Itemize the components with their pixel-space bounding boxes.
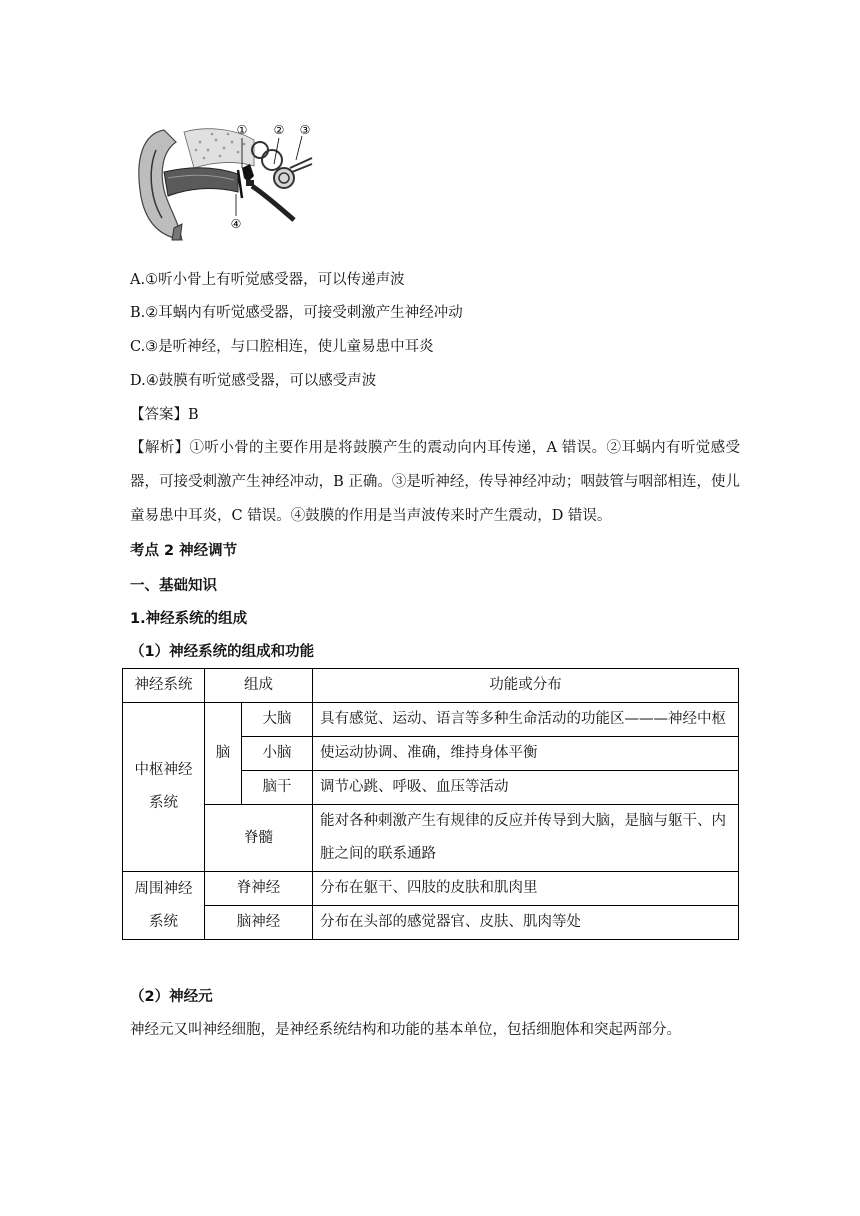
spinal-nerve-function-cell: 分布在躯干、四肢的皮肤和肌肉里 xyxy=(313,872,739,906)
analysis-paragraph: 【解析】①听小骨的主要作用是将鼓膜产生的震动向内耳传递，A 错误。②耳蜗内有听觉感受器，可接受刺激产生神经冲动，B 正确。③是听神经，传导神经冲动；咽鼓管与咽部相连，使儿童易患中耳炎，C 错误。④鼓膜的作用是当声波传来时产生震动，D 错误。 xyxy=(130,440,740,524)
central-nervous-system-cell: 中枢神经系统 xyxy=(123,703,205,872)
cerebrum-cell: 大脑 xyxy=(242,703,313,737)
table-caption: （1）神经系统的组成和功能 xyxy=(130,644,315,660)
spinal-cord-cell: 脊髓 xyxy=(205,805,313,872)
answer: 【答案】B xyxy=(130,407,199,423)
cerebellum-function-cell: 使运动协调、准确，维持身体平衡 xyxy=(313,737,739,771)
section-heading: 考点 2 神经调节 xyxy=(130,543,238,559)
neuron-heading: （2）神经元 xyxy=(130,989,213,1005)
peripheral-nervous-system-cell: 周围神经系统 xyxy=(123,872,205,940)
spinal-cord-function-cell: 能对各种刺激产生有规律的反应并传导到大脑，是脑与躯干、内脏之间的联系通路 xyxy=(313,805,739,872)
option-d: D.④鼓膜有听觉感受器，可以感受声波 xyxy=(130,373,377,389)
neuron-paragraph: 神经元又叫神经细胞，是神经系统结构和功能的基本单位，包括细胞体和突起两部分。 xyxy=(130,1022,681,1038)
option-b: B.②耳蜗内有听觉感受器，可接受刺激产生神经冲动 xyxy=(130,305,463,321)
table-row xyxy=(123,805,739,872)
brainstem-function-cell: 调节心跳、呼吸、血压等活动 xyxy=(313,771,739,805)
spinal-nerve-cell: 脊神经 xyxy=(205,872,313,906)
label-4: ④ xyxy=(230,217,242,231)
subsection-heading: 1.神经系统的组成 xyxy=(130,611,248,627)
cranial-nerve-function-cell: 分布在头部的感觉器官、皮肤、肌肉等处 xyxy=(313,906,739,940)
ear-structure-figure xyxy=(134,120,314,242)
cranial-nerve-cell: 脑神经 xyxy=(205,906,313,940)
nervous-system-table xyxy=(122,668,739,940)
header-function: 功能或分布 xyxy=(313,669,739,703)
option-a: A.①听小骨上有听觉感受器，可以传递声波 xyxy=(130,272,405,288)
header-system: 神经系统 xyxy=(123,669,205,703)
label-2: ② xyxy=(273,123,285,137)
label-1: ① xyxy=(236,123,248,137)
brain-cell: 脑 xyxy=(205,703,242,805)
table-row xyxy=(123,872,739,906)
table-row xyxy=(123,703,739,737)
brainstem-cell: 脑干 xyxy=(242,771,313,805)
option-c: C.③是听神经，与口腔相连，使儿童易患中耳炎 xyxy=(130,339,434,355)
table-row xyxy=(123,906,739,940)
cerebellum-cell: 小脑 xyxy=(242,737,313,771)
cerebrum-function-cell: 具有感觉、运动、语言等多种生命活动的功能区———神经中枢 xyxy=(313,703,739,737)
basic-knowledge-heading: 一、基础知识 xyxy=(130,578,217,594)
table-header-row xyxy=(123,669,739,703)
label-3: ③ xyxy=(299,123,311,137)
header-composition: 组成 xyxy=(205,669,313,703)
